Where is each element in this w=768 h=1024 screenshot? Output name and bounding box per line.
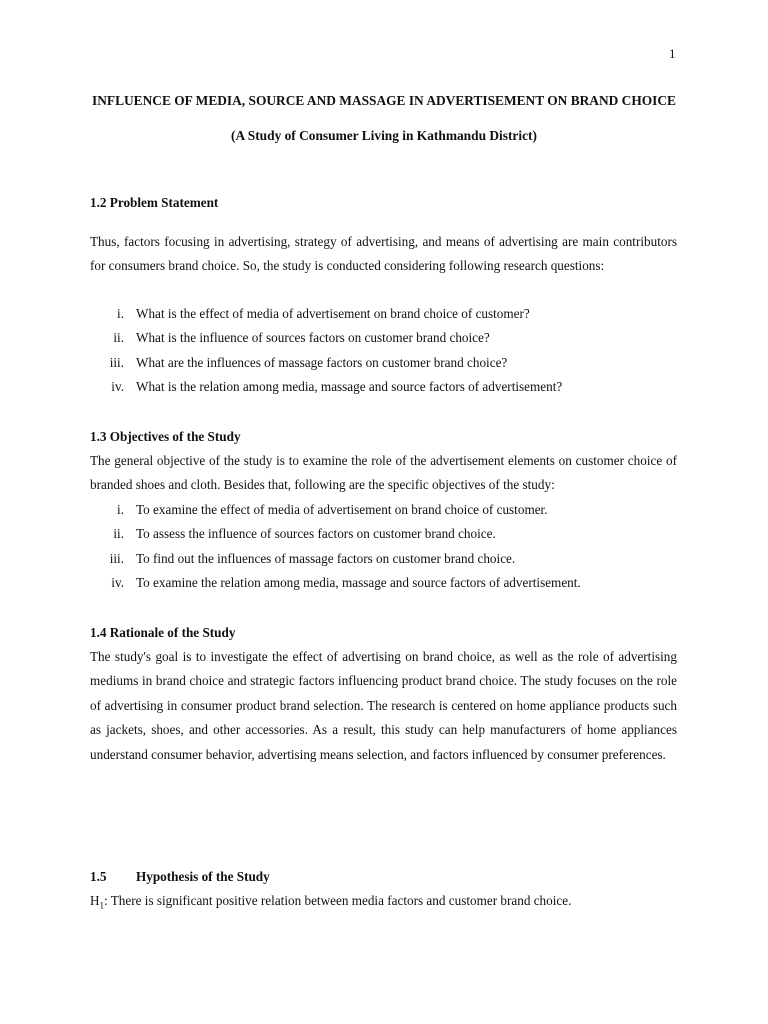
list-item bbox=[90, 375, 680, 399]
rationale-paragraph: The study's goal is to investigate the effect of advertising on brand choice, as well as the role of advertising mediums in brand choice and strategic factors influencing product brand choice. The study focuses on the role of advertising in consumer product brand selection. The research is centered on home appliance products such as jackets, shoes, and other accessories. As a result, this study can help manufacturers of home appliances understand consumer behavior, advertising means selection, and factors influenced by consumer preferences. bbox=[90, 649, 677, 762]
list-item-text: What is the relation among media, massage and source factors of advertisement? bbox=[136, 379, 563, 395]
objectives-heading: 1.3 Objectives of the Study bbox=[90, 429, 241, 444]
list-marker: iv. bbox=[111, 575, 124, 591]
list-marker: ii. bbox=[113, 526, 124, 542]
research-questions-list bbox=[90, 302, 680, 400]
rationale-heading: 1.4 Rationale of the Study bbox=[90, 625, 236, 640]
list-item bbox=[90, 326, 680, 350]
page-number: 1 bbox=[669, 46, 676, 61]
list-item-text: What is the effect of media of advertisement on brand choice of customer? bbox=[136, 306, 530, 321]
document-title: INFLUENCE OF MEDIA, SOURCE AND MASSAGE IN ADVERTISEMENT ON BRAND CHOICE bbox=[92, 93, 676, 108]
hypothesis-number: 1.5 bbox=[90, 869, 107, 884]
list-marker: ii. bbox=[113, 330, 124, 346]
list-marker: i. bbox=[117, 502, 124, 517]
list-marker: i. bbox=[117, 306, 124, 321]
hypothesis-text: : There is significant positive relation between media factors and customer brand choice. bbox=[104, 893, 572, 908]
list-marker: iii. bbox=[109, 550, 124, 566]
hypothesis-h1 bbox=[90, 893, 571, 911]
document-subtitle: (A Study of Consumer Living in Kathmandu District) bbox=[231, 128, 537, 143]
list-item bbox=[90, 302, 680, 326]
hypothesis-heading bbox=[90, 869, 270, 885]
list-item-text: To find out the influences of massage factors on customer brand choice. bbox=[136, 550, 516, 566]
objectives-list bbox=[90, 498, 680, 596]
list-item-text: To examine the relation among media, massage and source factors of advertisement. bbox=[136, 575, 581, 591]
list-item bbox=[90, 351, 680, 375]
list-item bbox=[90, 522, 680, 546]
list-item-text: What are the influences of massage factors on customer brand choice? bbox=[136, 354, 508, 370]
hypothesis-subscript: 1 bbox=[99, 900, 105, 911]
list-item-text: What is the influence of sources factors on customer brand choice? bbox=[136, 330, 490, 346]
list-item bbox=[90, 547, 680, 571]
problem-statement-paragraph: Thus, factors focusing in advertising, strategy of advertising, and means of advertising are main contributors for consumers brand choice. So, the study is conducted considering following research questions: bbox=[90, 234, 677, 274]
hypothesis-label: H bbox=[90, 893, 100, 908]
objectives-paragraph: The general objective of the study is to examine the role of the advertisement elements on customer choice of branded shoes and cloth. Besides that, following are the specific objectives of the study: bbox=[90, 453, 677, 493]
list-item-text: To assess the influence of sources factors on customer brand choice. bbox=[136, 526, 496, 542]
list-marker: iii. bbox=[109, 354, 124, 370]
problem-statement-heading: 1.2 Problem Statement bbox=[90, 195, 219, 210]
list-item bbox=[90, 571, 680, 595]
list-item bbox=[90, 498, 680, 522]
list-marker: iv. bbox=[111, 379, 124, 395]
hypothesis-title: Hypothesis of the Study bbox=[136, 869, 270, 884]
list-item-text: To examine the effect of media of advertisement on brand choice of customer. bbox=[136, 502, 548, 517]
